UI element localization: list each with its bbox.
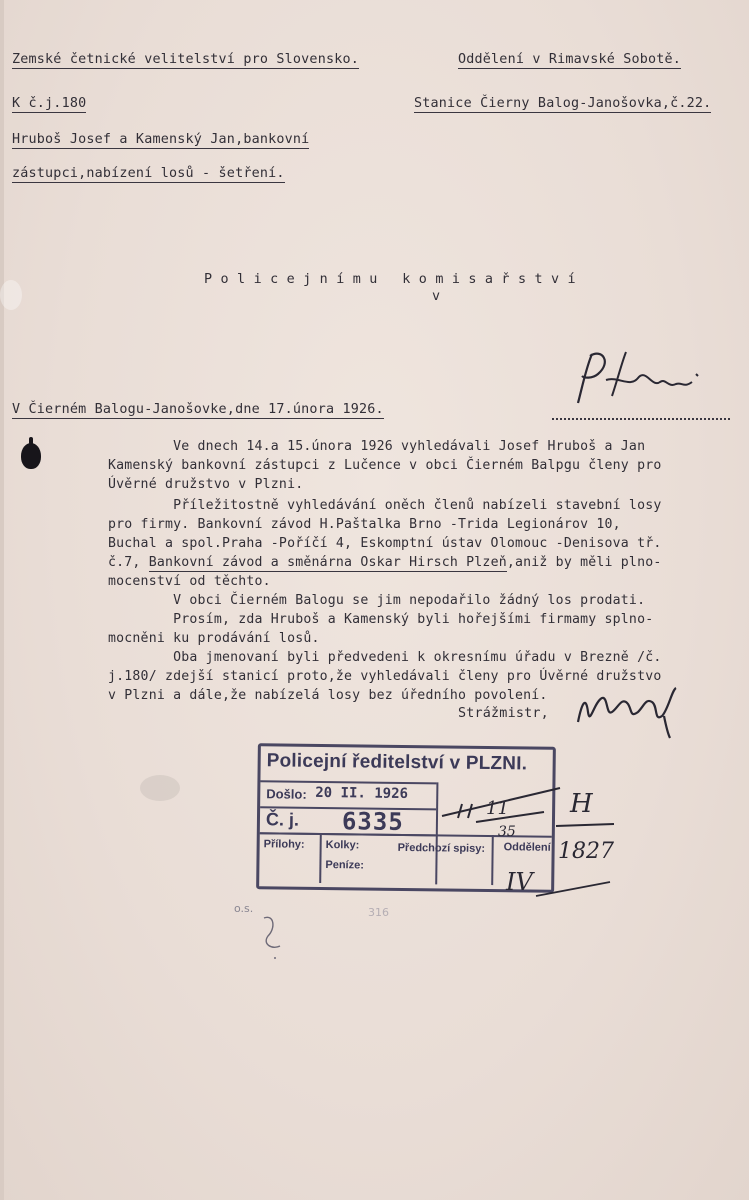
side-note-bottom: 1827 (558, 839, 614, 864)
pencil-number-note: 316 (368, 906, 389, 919)
underlined-bank-name: Bankovní závod a směnárna Oskar Hirsch Plzeň (148, 555, 507, 570)
body-line-4: Příležitostně vyhledávání oněch členů nabízeli stavební losy (108, 498, 662, 513)
body-line-11: mocněni ku prodávání losů. (108, 631, 320, 646)
dotted-line (552, 410, 730, 420)
stamp-divider (260, 832, 552, 838)
paper-edge (0, 0, 4, 1200)
registry-stamp (256, 743, 556, 893)
stamp-section-note: IV (506, 868, 533, 896)
stamp-predchozi-label: Předchozí spisy: (397, 841, 486, 855)
handwritten-place-text: Plzni. (568, 348, 572, 349)
body-line-9: V obci Čierném Balogu se jim nepodařilo žádný los prodati. (108, 593, 646, 608)
paper-stain (0, 280, 22, 310)
body-line-12: Oba jmenovaní byli předvedeni k okresnímu úřadu v Brezně /č. (108, 650, 662, 665)
body-line-1: Ve dnech 14.a 15.února 1926 vyhledávali Josef Hruboš a Jan (108, 439, 646, 454)
body-line-2: Kamenský bankovní zástupci z Lučence v obci Čierném Balpgu členy pro (108, 458, 662, 473)
body-line-10: Prosím, zda Hruboš a Kamenský byli hořejšími firmamy splno- (108, 612, 654, 627)
signature-label: Strážmistr, (458, 706, 549, 721)
stamp-received-date: 20 II. 1926 (315, 784, 409, 803)
side-note-top: H (570, 789, 593, 819)
paper-stain (140, 775, 180, 801)
stamp-prilohy-label: Přílohy: (263, 838, 305, 851)
body-line-6: Buchal a spol.Praha -Poříčí 4, Eskomptní ústav Olomouc -Denisova tř. (108, 536, 662, 551)
body-line-3: Úvěrné družstvo v Plzni. (108, 477, 304, 492)
body-line-7 (108, 555, 662, 570)
stamp-divider (491, 835, 494, 885)
reference-number: K č.j.180 (12, 96, 87, 111)
stamp-cj-number: 6335 (341, 807, 404, 836)
handwritten-side-notes (552, 782, 622, 872)
station-name: Stanice Čierny Balog-Janošovka,č.22. (414, 96, 712, 111)
header-left-title: Zemské četnické velitelství pro Slovensko. (12, 52, 359, 67)
addressee-line-2: v (432, 289, 441, 304)
body-line-7-start: č.7, (108, 555, 149, 570)
place-date: V Čierném Balogu-Janošovke,dne 17.února 1926. (12, 402, 384, 417)
subject-line-2: zástupci,nabízení losů - šetření. (12, 166, 285, 181)
stamp-fraction-note: 35 (498, 824, 516, 840)
addressee-line-1: P o l i c e j n í m u k o m i s a ř s t v í (204, 272, 576, 287)
body-line-5: pro firmy. Bankovní závod H.Paštalka Brno -Trida Legionárov 10, (108, 517, 621, 532)
pencil-marks (228, 892, 428, 962)
body-line-7-end: ,aniž by měli plno- (506, 555, 662, 570)
stamp-oddeleni-label: Oddělení (503, 841, 551, 854)
stamp-title: Policejní ředitelství v PLZNI. (266, 750, 528, 775)
handwritten-signature (572, 682, 684, 744)
body-line-8: mocenství od těchto. (108, 574, 271, 589)
stamp-penize-label: Peníze: (325, 859, 365, 872)
header-right-title: Oddělení v Rimavské Sobotě. (458, 52, 682, 67)
subject-line-1: Hruboš Josef a Kamenský Jan,bankovní (12, 132, 310, 147)
body-line-14: v Plzni a dále,že nabízelá losy bez úředního povolení. (108, 688, 548, 703)
punch-hole (21, 443, 41, 469)
stamp-divider (319, 833, 322, 883)
stamp-corner-note: 11 (486, 798, 509, 819)
pencil-os-note: o.s. (234, 902, 254, 915)
stamp-received-label: Došlo: (266, 786, 307, 802)
stamp-cj-label: Č. j. (265, 809, 300, 830)
body-line-13: j.180/ zdejší stanicí proto,že vyhledávali členy pro Úvěrné družstvo (108, 669, 662, 684)
stamp-kolky-label: Kolky: (325, 839, 360, 852)
handwritten-place-plzni (568, 348, 718, 410)
